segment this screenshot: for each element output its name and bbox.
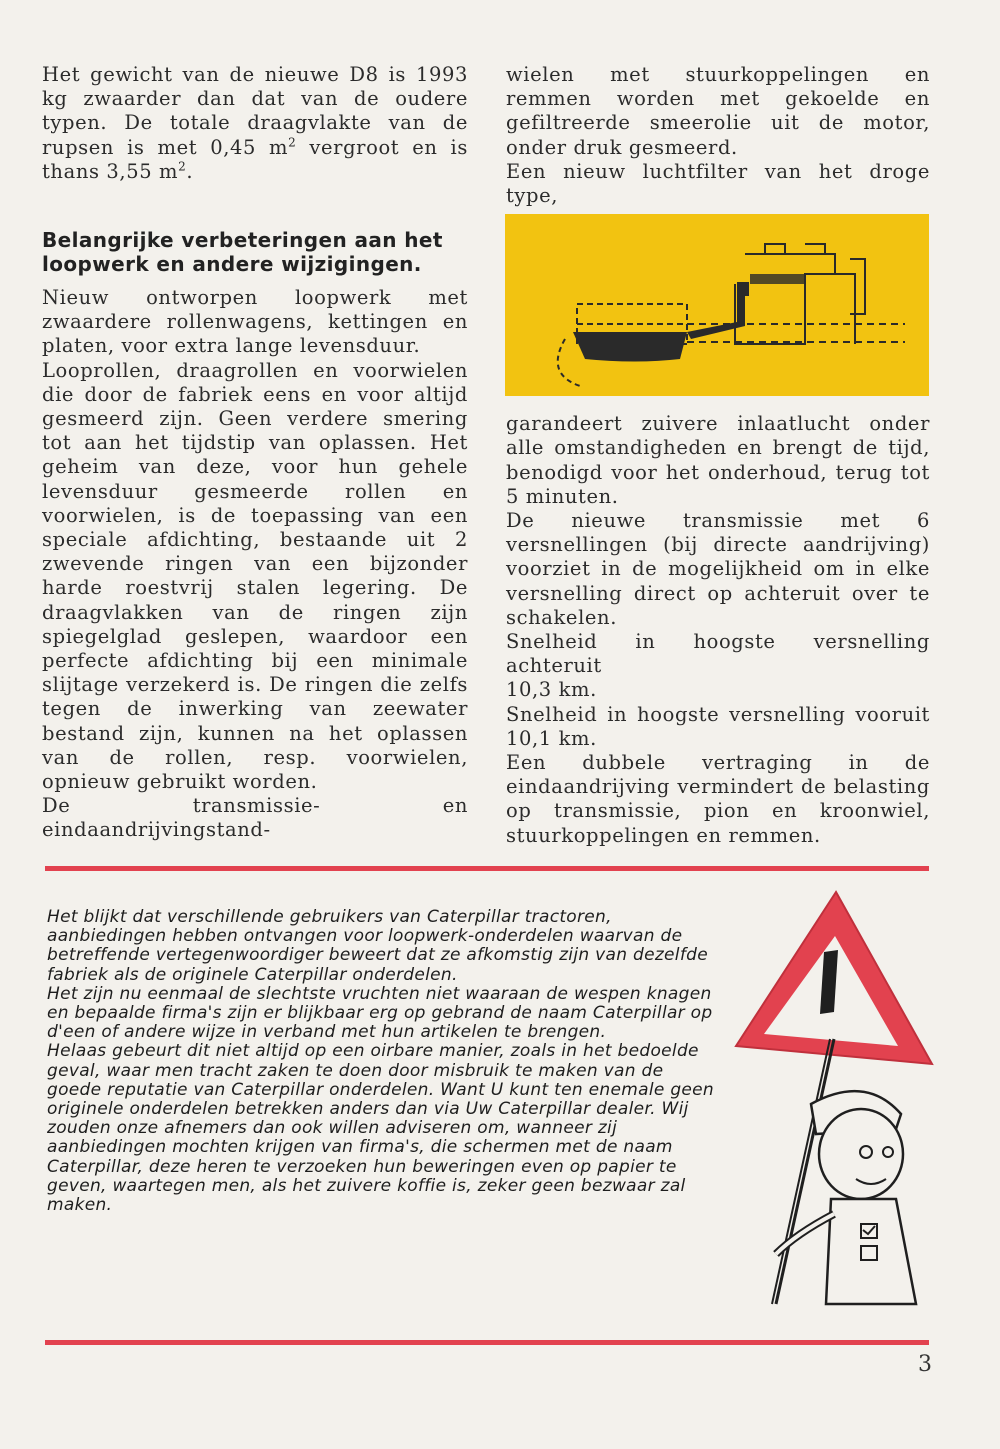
- paragraph: De nieuwe transmissie met 6 versnellingen (bij directe aandrijving) voorziet in de mogelijkheid om in elke versnelling direct op achteruit over te schakelen.: [506, 509, 930, 629]
- top-divider: [45, 866, 929, 871]
- left-column: [42, 63, 468, 843]
- paragraph: Snelheid in hoogste versnelling achteruit: [506, 630, 930, 678]
- paragraph: Een dubbele vertraging in de eindaandrijving vermindert de belasting op transmissie, pion en kroonwiel, stuurkoppelingen en remmen.: [506, 751, 930, 847]
- section-heading: Belangrijke verbeteringen aan het loopwerk en andere wijzigingen.: [42, 228, 443, 277]
- intro-paragraph: Het gewicht van de nieuwe D8 is 1993 kg zwaarder dan dat van de oudere typen. De totale draagvlakte van de rupsen is met 0,45 $m^2$ vergroot en is thans 3,55 $m^2$.: [42, 63, 468, 183]
- warning-triangle-icon: [716, 884, 936, 1324]
- notice-box: [47, 908, 719, 1215]
- engine-drawing: [505, 214, 929, 396]
- paragraph: wielen met stuurkoppelingen en remmen worden met gekoelde en gefiltreerde smeerolie uit de motor, onder druk gesmeerd.: [506, 63, 930, 159]
- page-number: 3: [918, 1352, 932, 1377]
- notice-paragraph: Het zijn nu eenmaal de slechtste vruchten niet waaraan de wespen knagen en bepaalde firma's zijn er blijkbaar erg op gebrand de naam Caterpillar op d'een of andere wijze in verband met hun artikelen te brengen.: [47, 983, 713, 1043]
- engine-air-filter-illustration: [505, 214, 929, 396]
- paragraph: De transmissie- en eindaandrijvingstand-: [42, 794, 468, 842]
- notice-paragraph: Het blijkt dat verschillende gebruikers van Caterpillar tractoren, aanbiedingen hebben ontvangen voor loopwerk-onderdelen waarvan de betreffende vertegenwoordiger beweert dat ze afkomstig zijn van dezelfde fabriek als de originele Caterpillar onderdelen.: [47, 907, 708, 985]
- speed-value: 10,1 km.: [506, 726, 597, 750]
- paragraph: Een nieuw luchtfilter van het droge type,: [506, 159, 930, 208]
- speed-value: 10,3 km.: [506, 678, 597, 702]
- paragraph: Looprollen, draagrollen en voorwielen die door de fabriek eens en voor altijd gesmeerd zijn. Geen verdere smering tot aan het tijdstip van oplassen. Het geheim van deze, voor hun gehele levensduur gesmeerde rollen en voorwielen, is de toepassing van een speciale afdichting, bestaande uit 2 zwevende ringen van een bijzonder harde roestvrij stalen legering. De draagvlakken van de ringen zijn spiegelglad geslepen, waardoor een perfecte afdichting bij een minimale slijtage verzekerd is. De ringen die zelfs tegen de inwerking van zeewater bestand zijn, kunnen na het oplassen van de rollen, resp. voorwielen, opnieuw gebruikt worden.: [42, 358, 468, 794]
- warning-sign-mascot-illustration: [716, 884, 936, 1324]
- bottom-divider: [45, 1340, 929, 1345]
- notice-paragraph: Helaas gebeurt dit niet altijd op een oirbare manier, zoals in het bedoelde geval, waar men tracht zaken te doen door misbruik te maken van de goede reputatie van Caterpillar onderdelen. Want U kunt ten enemale geen originele onderdelen betrekken anders dan via Uw Caterpillar dealer. Wij zouden onze afnemers dan ook willen adviseren om, wanneer zij aanbiedingen mochten krijgen van firma's, die schermen met de naam Caterpillar, deze heren te verzoeken hun beweringen even op papier te geven, waartegen men, als het zuivere koffie is, zeker geen bezwaar zal maken.: [47, 1041, 715, 1216]
- paragraph: Nieuw ontworpen loopwerk met zwaardere rollenwagens, kettingen en platen, voor extra lange levensduur.: [42, 286, 468, 358]
- paragraph: garandeert zuivere inlaatlucht onder alle omstandigheden en brengt de tijd, benodigd voor het onderhoud, terug tot 5 minuten.: [506, 412, 930, 508]
- right-column: [506, 63, 930, 848]
- paragraph: Snelheid in hoogste versnelling vooruit: [506, 702, 930, 726]
